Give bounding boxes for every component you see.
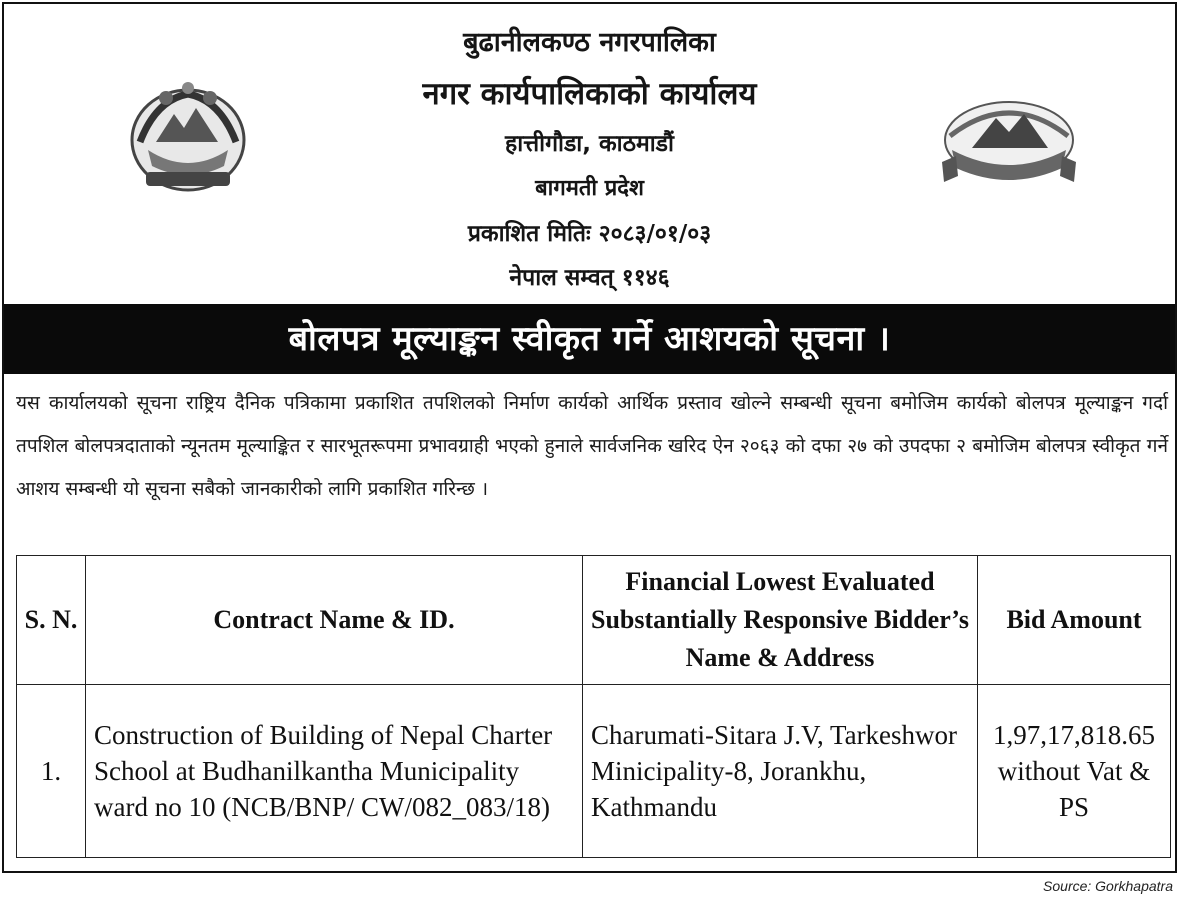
table-row [17, 685, 1171, 858]
row-amount: 1,97,17,818.65 without Vat & PS [978, 685, 1171, 858]
office-name: नगर कार्यपालिकाको कार्यालय [422, 76, 757, 112]
published-date: प्रकाशित मितिः २०८३/०१/०३ [467, 221, 712, 247]
notice-header [4, 4, 1175, 304]
row-bidder: Charumati-Sitara J.V, Tarkeshwor Minicipality-8, Jorankhu, Kathmandu [583, 685, 978, 858]
header-amount: Bid Amount [978, 556, 1171, 685]
nepal-sambat: नेपाल सम्वत् ११४६ [509, 265, 670, 291]
header-bidder: Financial Lowest Evaluated Substantially Responsive Bidder’s Name & Address [583, 556, 978, 685]
notice-title: बोलपत्र मूल्याङ्कन स्वीकृत गर्ने आशयको सूचना । [4, 304, 1175, 374]
municipality-name: बुढानीलकण्ठ नगरपालिका [463, 27, 716, 58]
header-sn: S. N. [17, 556, 86, 685]
source-credit: Source: Gorkhapatra [1043, 878, 1173, 894]
row-sn: 1. [17, 685, 86, 858]
row-contract: Construction of Building of Nepal Charter School at Budhanilkantha Municipality ward no 10 (NCB/BNP/ CW/082_083/18) [86, 685, 583, 858]
office-address: हात्तीगौडा, काठमाडौं [505, 131, 674, 157]
bid-table [16, 555, 1171, 858]
notice-frame [2, 2, 1177, 873]
header-contract: Contract Name & ID. [86, 556, 583, 685]
table-header-row [17, 556, 1171, 685]
province-name: बागमती प्रदेश [535, 176, 644, 201]
notice-body: यस कार्यालयको सूचना राष्ट्रिय दैनिक पत्रिकामा प्रकाशित तपशिलको निर्माण कार्यको आर्थिक प्रस्ताव खोल्ने सम्बन्धी सूचना बमोजिम कार्यको बोलपत्र मूल्याङ्कन गर्दा तपशिल बोलपत्रदाताको न्यूनतम मूल्याङ्कित र सारभूतरूपमा प्रभावग्राही भएको हुनाले सार्वजनिक खरिद ऐन २०६३ को दफा २७ को उपदफा २ बमोजिम बोलपत्र स्वीकृत गर्ने आशय सम्बन्धी यो सूचना सबैको जानकारीको लागि प्रकाशित गरिन्छ । [16, 392, 1168, 500]
